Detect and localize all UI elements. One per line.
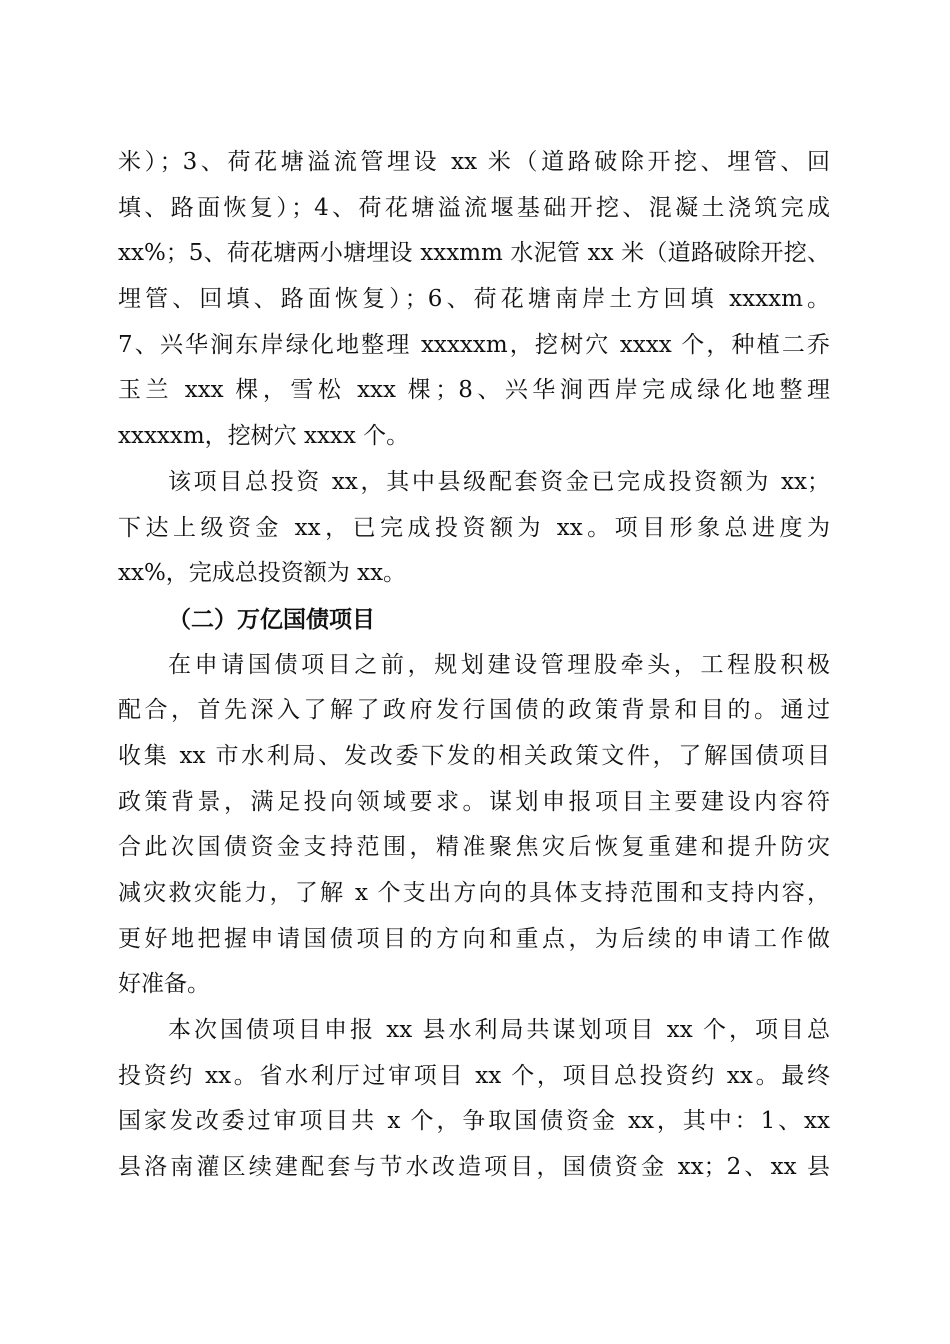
text-line: 县洛南灌区续建配套与节水改造项目，国债资金 xx；2、xx 县 xyxy=(118,1154,830,1181)
text-line: 减灾救灾能力，了解 x 个支出方向的具体支持范围和支持内容， xyxy=(118,880,830,906)
paragraph-investment xyxy=(118,460,830,597)
text-line: 米）；3、荷花塘溢流管埋设 xx 米（道路破除开挖、埋管、回 xyxy=(118,149,830,175)
text-line: 下达上级资金 xx，已完成投资额为 xx。项目形象总进度为 xyxy=(118,514,830,541)
text-line: 在申请国债项目之前，规划建设管理股牵头，工程股积极 xyxy=(168,651,830,678)
paragraph-bond-results xyxy=(118,1008,830,1191)
paragraph-bond-preparation xyxy=(118,643,830,1009)
text-line: xx%，完成总投资额为 xx。 xyxy=(118,560,407,587)
text-line: 配合，首先深入了解了政府发行国债的政策背景和目的。通过 xyxy=(118,697,830,724)
text-line: 埋管、回填、路面恢复）；6、荷花塘南岸土方回填 xxxxm。 xyxy=(118,286,830,313)
text-line: 本次国债项目申报 xx 县水利局共谋划项目 xx 个，项目总 xyxy=(168,1017,830,1044)
text-line: 投资约 xx。省水利厅过审项目 xx 个，项目总投资约 xx。最终 xyxy=(118,1062,830,1089)
text-line: xx%；5、荷花塘两小塘埋设 xxxmm 水泥管 xx 米（道路破除开挖、 xyxy=(118,240,830,267)
text-line: 该项目总投资 xx，其中县级配套资金已完成投资额为 xx； xyxy=(168,468,830,495)
document-page xyxy=(118,140,830,1191)
paragraph-project-items xyxy=(118,140,830,460)
text-line: 好准备。 xyxy=(118,971,210,998)
text-line: 玉兰 xxx 棵，雪松 xxx 棵；8、兴华涧西岸完成绿化地整理 xyxy=(118,377,830,404)
text-line: 7、兴华涧东岸绿化地整理 xxxxxm，挖树穴 xxxx 个，种植二乔 xyxy=(118,331,830,358)
text-line: 更好地把握申请国债项目的方向和重点，为后续的申请工作做 xyxy=(118,925,830,952)
text-line: 收集 xx 市水利局、发改委下发的相关政策文件，了解国债项目 xyxy=(118,742,830,769)
text-line: 国家发改委过审项目共 x 个，争取国债资金 xx，其中：1、xx xyxy=(118,1108,830,1135)
text-line: 填、路面恢复）；4、荷花塘溢流堰基础开挖、混凝土浇筑完成 xyxy=(118,194,830,221)
text-line: xxxxxm，挖树穴 xxxx 个。 xyxy=(118,423,410,450)
text-line: 政策背景，满足投向领域要求。谋划申报项目主要建设内容符 xyxy=(118,788,830,815)
text-line: 合此次国债资金支持范围，精准聚焦灾后恢复重建和提升防灾 xyxy=(118,834,830,861)
section-heading: （二）万亿国债项目 xyxy=(168,605,375,633)
